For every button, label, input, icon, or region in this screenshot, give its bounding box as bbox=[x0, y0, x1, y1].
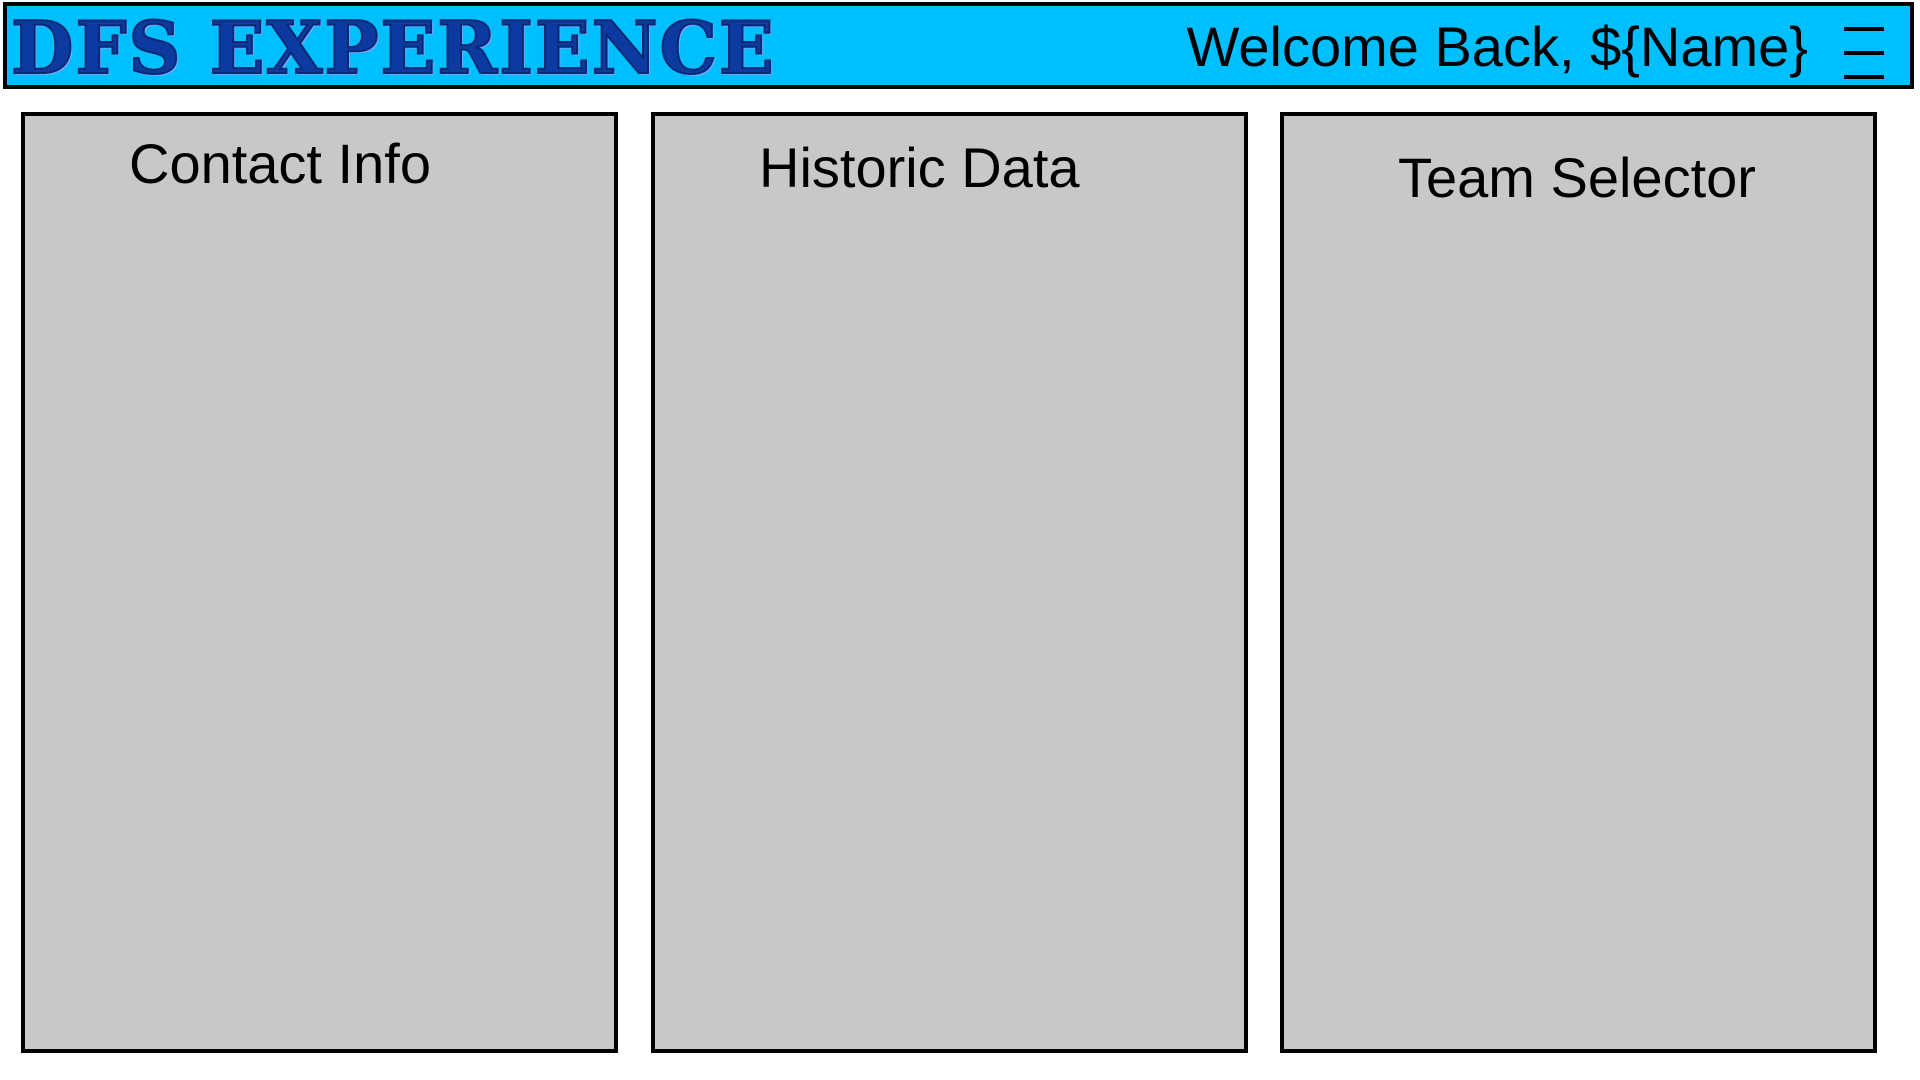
menu-bar-top bbox=[1844, 27, 1884, 31]
historic-data-panel bbox=[651, 112, 1248, 1053]
menu-bar-bottom bbox=[1844, 75, 1884, 79]
team-selector-title: Team Selector bbox=[1398, 146, 1756, 209]
contact-info-title: Contact Info bbox=[129, 132, 431, 195]
app-logo[interactable]: DFS EXPERIENCE bbox=[11, 5, 776, 90]
app-header bbox=[3, 2, 1914, 89]
hamburger-menu-icon[interactable] bbox=[1842, 21, 1886, 81]
contact-info-panel bbox=[21, 112, 618, 1053]
welcome-message: Welcome Back, ${Name} bbox=[1186, 15, 1808, 78]
menu-bar-middle bbox=[1844, 51, 1884, 55]
historic-data-title: Historic Data bbox=[759, 136, 1080, 199]
team-selector-panel bbox=[1280, 112, 1877, 1053]
